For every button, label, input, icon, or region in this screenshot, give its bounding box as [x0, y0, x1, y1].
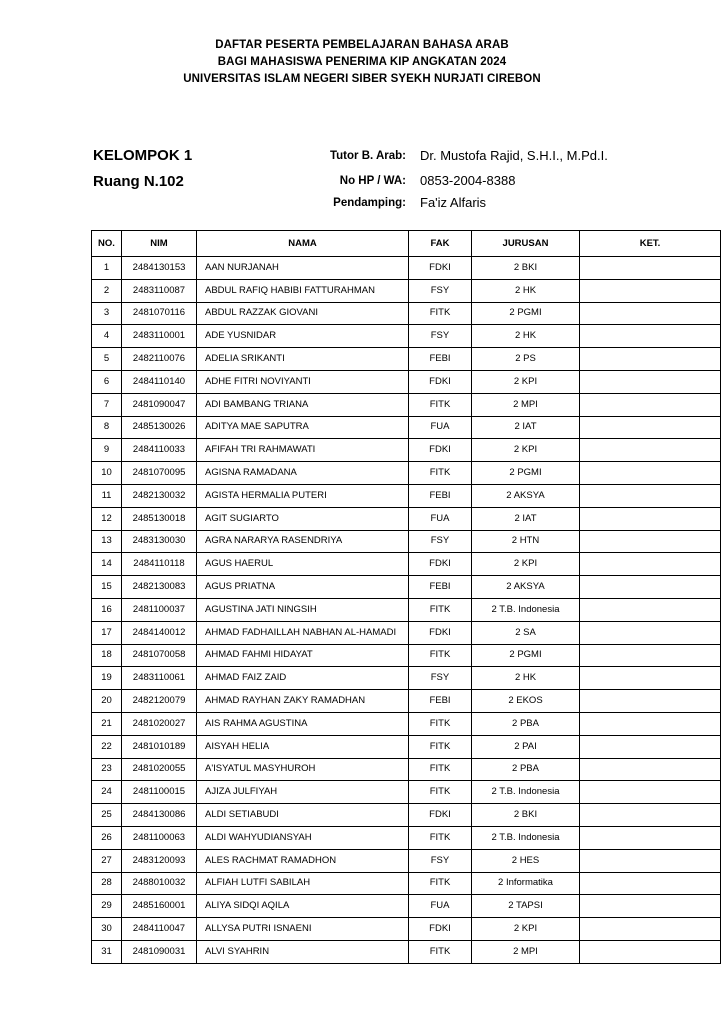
- cell-ket: [580, 416, 721, 439]
- col-header-jurusan: JURUSAN: [472, 231, 580, 257]
- cell-fak: FSY: [409, 530, 472, 553]
- table-row: [92, 348, 721, 371]
- cell-ket: [580, 484, 721, 507]
- cell-no: 17: [92, 621, 122, 644]
- cell-ket: [580, 325, 721, 348]
- col-header-ket: KET.: [580, 231, 721, 257]
- cell-fak: FUA: [409, 895, 472, 918]
- cell-jurusan: 2 MPI: [472, 940, 580, 963]
- cell-nim: 2482130083: [122, 576, 197, 599]
- cell-fak: FITK: [409, 393, 472, 416]
- cell-nama: AHMAD FADHAILLAH NABHAN AL-HAMADI: [197, 621, 409, 644]
- cell-nim: 2481100015: [122, 781, 197, 804]
- cell-jurusan: 2 BKI: [472, 804, 580, 827]
- cell-no: 19: [92, 667, 122, 690]
- cell-nama: AGUS HAERUL: [197, 553, 409, 576]
- cell-nim: 2482110076: [122, 348, 197, 371]
- cell-nim: 2483110061: [122, 667, 197, 690]
- cell-fak: FITK: [409, 644, 472, 667]
- cell-jurusan: 2 KPI: [472, 553, 580, 576]
- cell-fak: FEBI: [409, 690, 472, 713]
- cell-fak: FITK: [409, 462, 472, 485]
- cell-fak: FSY: [409, 667, 472, 690]
- cell-nama: AGUSTINA JATI NINGSIH: [197, 598, 409, 621]
- cell-nama: ADI BAMBANG TRIANA: [197, 393, 409, 416]
- cell-ket: [580, 553, 721, 576]
- cell-fak: FDKI: [409, 370, 472, 393]
- cell-nama: ADE YUSNIDAR: [197, 325, 409, 348]
- table-row: [92, 325, 721, 348]
- cell-fak: FEBI: [409, 348, 472, 371]
- table-row: [92, 940, 721, 963]
- cell-jurusan: 2 SA: [472, 621, 580, 644]
- cell-no: 21: [92, 712, 122, 735]
- col-header-nim: NIM: [122, 231, 197, 257]
- cell-no: 24: [92, 781, 122, 804]
- cell-ket: [580, 667, 721, 690]
- table-row: [92, 621, 721, 644]
- cell-nim: 2484110140: [122, 370, 197, 393]
- col-header-nama: NAMA: [197, 231, 409, 257]
- cell-ket: [580, 940, 721, 963]
- cell-jurusan: 2 AKSYA: [472, 484, 580, 507]
- col-header-fak: FAK: [409, 231, 472, 257]
- cell-ket: [580, 370, 721, 393]
- cell-nama: AAN NURJANAH: [197, 257, 409, 280]
- table-row: [92, 735, 721, 758]
- table-row: [92, 576, 721, 599]
- cell-ket: [580, 530, 721, 553]
- cell-fak: FDKI: [409, 257, 472, 280]
- cell-jurusan: 2 T.B. Indonesia: [472, 781, 580, 804]
- cell-no: 25: [92, 804, 122, 827]
- cell-nim: 2481090031: [122, 940, 197, 963]
- table-row: [92, 918, 721, 941]
- cell-fak: FITK: [409, 598, 472, 621]
- cell-nama: ALDI WAHYUDIANSYAH: [197, 826, 409, 849]
- cell-fak: FDKI: [409, 621, 472, 644]
- cell-nim: 2484110047: [122, 918, 197, 941]
- cell-fak: FUA: [409, 416, 472, 439]
- table-row: [92, 872, 721, 895]
- cell-nim: 2484140012: [122, 621, 197, 644]
- cell-nama: ABDUL RAFIQ HABIBI FATTURAHMAN: [197, 279, 409, 302]
- cell-ket: [580, 348, 721, 371]
- hp-value: 0853-2004-8388: [420, 173, 516, 188]
- cell-nim: 2481070095: [122, 462, 197, 485]
- cell-nama: AISYAH HELIA: [197, 735, 409, 758]
- cell-fak: FITK: [409, 735, 472, 758]
- cell-nim: 2481010189: [122, 735, 197, 758]
- cell-fak: FEBI: [409, 484, 472, 507]
- cell-fak: FITK: [409, 826, 472, 849]
- cell-ket: [580, 439, 721, 462]
- cell-ket: [580, 598, 721, 621]
- cell-no: 16: [92, 598, 122, 621]
- cell-jurusan: 2 PGMI: [472, 462, 580, 485]
- table-row: [92, 279, 721, 302]
- table-row: [92, 895, 721, 918]
- cell-nama: ADITYA MAE SAPUTRA: [197, 416, 409, 439]
- cell-nama: ALIYA SIDQI AQILA: [197, 895, 409, 918]
- cell-no: 2: [92, 279, 122, 302]
- cell-nim: 2483120093: [122, 849, 197, 872]
- cell-ket: [580, 393, 721, 416]
- cell-nim: 2481070116: [122, 302, 197, 325]
- cell-ket: [580, 279, 721, 302]
- header-title-line1: DAFTAR PESERTA PEMBELAJARAN BAHASA ARAB: [215, 39, 509, 51]
- header-title-line3: UNIVERSITAS ISLAM NEGERI SIBER SYEKH NURJATI CIREBON: [183, 73, 541, 85]
- cell-jurusan: 2 HK: [472, 667, 580, 690]
- cell-jurusan: 2 PS: [472, 348, 580, 371]
- cell-jurusan: 2 T.B. Indonesia: [472, 826, 580, 849]
- cell-jurusan: 2 T.B. Indonesia: [472, 598, 580, 621]
- table-row: [92, 553, 721, 576]
- table-row: [92, 781, 721, 804]
- cell-nim: 2483110087: [122, 279, 197, 302]
- cell-jurusan: 2 EKOS: [472, 690, 580, 713]
- cell-no: 28: [92, 872, 122, 895]
- table-row: [92, 416, 721, 439]
- cell-nim: 2484130153: [122, 257, 197, 280]
- cell-jurusan: 2 HES: [472, 849, 580, 872]
- cell-no: 15: [92, 576, 122, 599]
- cell-jurusan: 2 AKSYA: [472, 576, 580, 599]
- cell-no: 4: [92, 325, 122, 348]
- table-row: [92, 302, 721, 325]
- table-row: [92, 257, 721, 280]
- tutor-label: Tutor B. Arab:: [329, 150, 406, 162]
- cell-jurusan: 2 MPI: [472, 393, 580, 416]
- cell-no: 26: [92, 826, 122, 849]
- cell-no: 29: [92, 895, 122, 918]
- header-title-line2: BAGI MAHASISWA PENERIMA KIP ANGKATAN 2024: [217, 56, 507, 68]
- cell-ket: [580, 826, 721, 849]
- cell-nim: 2484130086: [122, 804, 197, 827]
- table-row: [92, 804, 721, 827]
- cell-ket: [580, 781, 721, 804]
- cell-ket: [580, 735, 721, 758]
- cell-nim: 2482120079: [122, 690, 197, 713]
- table-row: [92, 439, 721, 462]
- cell-nim: 2481100037: [122, 598, 197, 621]
- cell-ket: [580, 302, 721, 325]
- cell-nim: 2485130018: [122, 507, 197, 530]
- cell-nama: AGRA NARARYA RASENDRIYA: [197, 530, 409, 553]
- cell-no: 22: [92, 735, 122, 758]
- cell-nama: AHMAD FAIZ ZAID: [197, 667, 409, 690]
- cell-ket: [580, 804, 721, 827]
- cell-nama: AGIT SUGIARTO: [197, 507, 409, 530]
- document-header: [0, 37, 724, 88]
- cell-jurusan: 2 BKI: [472, 257, 580, 280]
- cell-fak: FSY: [409, 325, 472, 348]
- cell-nama: AJIZA JULFIYAH: [197, 781, 409, 804]
- tutor-value: Dr. Mustofa Rajid, S.H.I., M.Pd.I.: [420, 148, 608, 163]
- cell-nim: 2485160001: [122, 895, 197, 918]
- cell-fak: FSY: [409, 849, 472, 872]
- cell-jurusan: 2 IAT: [472, 416, 580, 439]
- col-header-no: NO.: [92, 231, 122, 257]
- cell-jurusan: 2 Informatika: [472, 872, 580, 895]
- cell-nim: 2481100063: [122, 826, 197, 849]
- cell-ket: [580, 507, 721, 530]
- cell-nim: 2484110033: [122, 439, 197, 462]
- table-row: [92, 370, 721, 393]
- cell-jurusan: 2 KPI: [472, 370, 580, 393]
- pendamping-label: Pendamping:: [333, 197, 406, 209]
- cell-no: 10: [92, 462, 122, 485]
- cell-no: 18: [92, 644, 122, 667]
- table-row: [92, 826, 721, 849]
- pendamping-value: Fa'iz Alfaris: [420, 195, 487, 210]
- cell-jurusan: 2 KPI: [472, 439, 580, 462]
- cell-nim: 2481070058: [122, 644, 197, 667]
- cell-nama: AFIFAH TRI RAHMAWATI: [197, 439, 409, 462]
- cell-no: 11: [92, 484, 122, 507]
- cell-fak: FDKI: [409, 918, 472, 941]
- cell-no: 13: [92, 530, 122, 553]
- cell-jurusan: 2 PGMI: [472, 644, 580, 667]
- cell-jurusan: 2 HK: [472, 325, 580, 348]
- table-body: [92, 257, 721, 964]
- cell-no: 31: [92, 940, 122, 963]
- cell-ket: [580, 918, 721, 941]
- cell-nama: AGISNA RAMADANA: [197, 462, 409, 485]
- cell-nama: ADELIA SRIKANTI: [197, 348, 409, 371]
- table-row: [92, 530, 721, 553]
- cell-fak: FITK: [409, 940, 472, 963]
- cell-fak: FITK: [409, 781, 472, 804]
- cell-jurusan: 2 IAT: [472, 507, 580, 530]
- cell-nim: 2483110001: [122, 325, 197, 348]
- cell-nama: ALLYSA PUTRI ISNAENI: [197, 918, 409, 941]
- table-row: [92, 507, 721, 530]
- cell-fak: FITK: [409, 712, 472, 735]
- cell-ket: [580, 872, 721, 895]
- cell-nim: 2485130026: [122, 416, 197, 439]
- cell-jurusan: 2 TAPSI: [472, 895, 580, 918]
- cell-nim: 2488010032: [122, 872, 197, 895]
- cell-nim: 2481090047: [122, 393, 197, 416]
- cell-ket: [580, 690, 721, 713]
- cell-fak: FITK: [409, 758, 472, 781]
- cell-fak: FUA: [409, 507, 472, 530]
- cell-nama: ADHE FITRI NOVIYANTI: [197, 370, 409, 393]
- cell-jurusan: 2 HTN: [472, 530, 580, 553]
- table-row: [92, 667, 721, 690]
- cell-no: 5: [92, 348, 122, 371]
- cell-no: 6: [92, 370, 122, 393]
- cell-nim: 2484110118: [122, 553, 197, 576]
- cell-no: 30: [92, 918, 122, 941]
- cell-jurusan: 2 KPI: [472, 918, 580, 941]
- cell-jurusan: 2 HK: [472, 279, 580, 302]
- cell-nama: AHMAD RAYHAN ZAKY RAMADHAN: [197, 690, 409, 713]
- table-row: [92, 849, 721, 872]
- cell-ket: [580, 895, 721, 918]
- cell-jurusan: 2 PAI: [472, 735, 580, 758]
- cell-ket: [580, 849, 721, 872]
- cell-fak: FDKI: [409, 553, 472, 576]
- table-row: [92, 462, 721, 485]
- cell-nama: AIS RAHMA AGUSTINA: [197, 712, 409, 735]
- cell-no: 8: [92, 416, 122, 439]
- table-header-row: [92, 231, 721, 257]
- cell-no: 7: [92, 393, 122, 416]
- cell-nama: AGISTA HERMALIA PUTERI: [197, 484, 409, 507]
- cell-ket: [580, 576, 721, 599]
- cell-fak: FDKI: [409, 804, 472, 827]
- hp-label: No HP / WA:: [339, 175, 406, 187]
- cell-no: 1: [92, 257, 122, 280]
- cell-ket: [580, 621, 721, 644]
- cell-jurusan: 2 PBA: [472, 758, 580, 781]
- group-ruang: Ruang N.102: [93, 173, 184, 190]
- cell-nim: 2483130030: [122, 530, 197, 553]
- table-row: [92, 393, 721, 416]
- cell-no: 23: [92, 758, 122, 781]
- cell-fak: FITK: [409, 302, 472, 325]
- cell-no: 20: [92, 690, 122, 713]
- cell-nama: ABDUL RAZZAK GIOVANI: [197, 302, 409, 325]
- cell-no: 12: [92, 507, 122, 530]
- cell-no: 9: [92, 439, 122, 462]
- table-row: [92, 758, 721, 781]
- table-row: [92, 644, 721, 667]
- cell-no: 3: [92, 302, 122, 325]
- table-row: [92, 484, 721, 507]
- cell-nim: 2482130032: [122, 484, 197, 507]
- cell-nama: ALES RACHMAT RAMADHON: [197, 849, 409, 872]
- cell-jurusan: 2 PBA: [472, 712, 580, 735]
- cell-fak: FSY: [409, 279, 472, 302]
- cell-nama: ALDI SETIABUDI: [197, 804, 409, 827]
- cell-fak: FEBI: [409, 576, 472, 599]
- cell-nim: 2481020027: [122, 712, 197, 735]
- cell-no: 27: [92, 849, 122, 872]
- cell-ket: [580, 644, 721, 667]
- table-row: [92, 690, 721, 713]
- cell-no: 14: [92, 553, 122, 576]
- cell-ket: [580, 462, 721, 485]
- cell-nama: AHMAD FAHMI HIDAYAT: [197, 644, 409, 667]
- cell-nama: ALVI SYAHRIN: [197, 940, 409, 963]
- cell-jurusan: 2 PGMI: [472, 302, 580, 325]
- cell-nama: A'ISYATUL MASYHUROH: [197, 758, 409, 781]
- cell-ket: [580, 257, 721, 280]
- cell-fak: FDKI: [409, 439, 472, 462]
- cell-ket: [580, 712, 721, 735]
- table-row: [92, 598, 721, 621]
- cell-nim: 2481020055: [122, 758, 197, 781]
- cell-fak: FITK: [409, 872, 472, 895]
- participant-table: [91, 230, 721, 964]
- cell-nama: AGUS PRIATNA: [197, 576, 409, 599]
- table-row: [92, 712, 721, 735]
- cell-ket: [580, 758, 721, 781]
- cell-nama: ALFIAH LUTFI SABILAH: [197, 872, 409, 895]
- group-kelompok: KELOMPOK 1: [93, 147, 193, 164]
